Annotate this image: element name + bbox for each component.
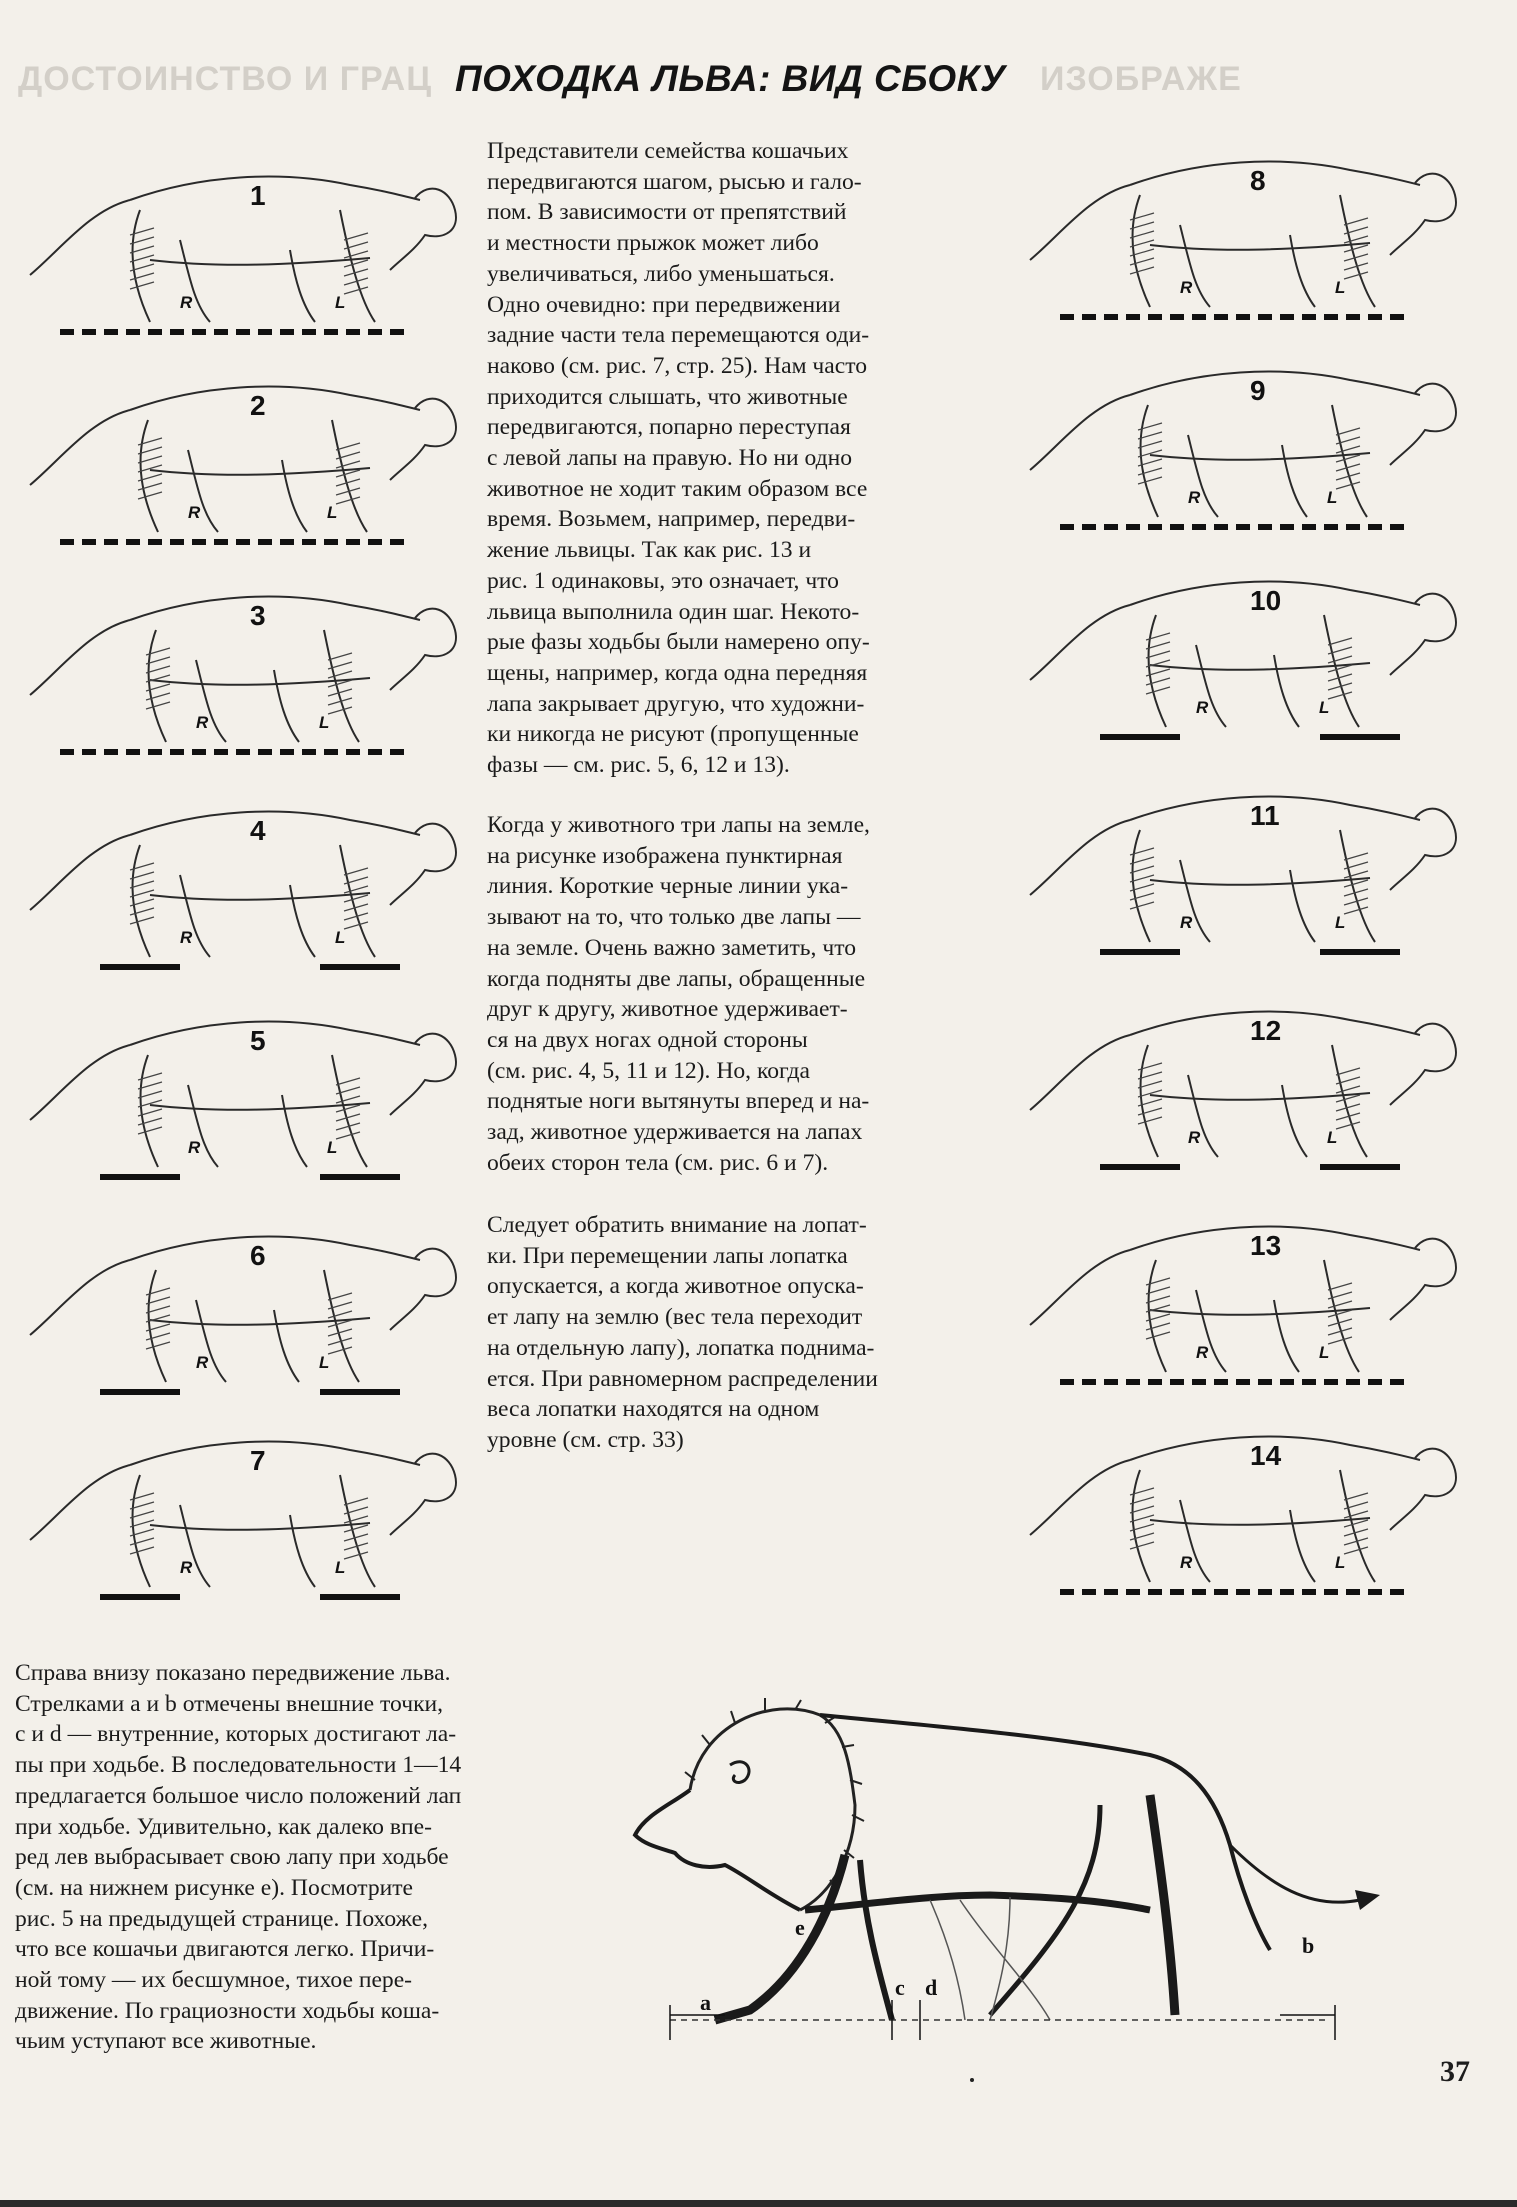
- text-line: ной тому — их бесшумное, тихое пере-: [15, 1967, 413, 1994]
- tail: [30, 200, 130, 275]
- paw-right-label: R: [1188, 488, 1201, 507]
- walk-phase-figure-8: [1020, 125, 1460, 330]
- text-line: Представители семейства кошачьих: [487, 138, 849, 164]
- paw-right-label: R: [180, 928, 193, 947]
- head: [390, 1034, 456, 1115]
- text-line: пы при ходьбе. В последовательности 1—14: [15, 1752, 462, 1779]
- tail: [30, 1465, 130, 1540]
- text-line: друг к другу, животное удерживает-: [487, 996, 848, 1023]
- head: [1390, 1239, 1456, 1320]
- text-line: рис. 1 одинаковы, это означает, что: [487, 567, 839, 594]
- paw-left-label: L: [1327, 488, 1338, 507]
- front-leg-left: [282, 460, 307, 532]
- paw-left-label: L: [1335, 1553, 1346, 1572]
- paw-left-label: L: [335, 928, 346, 947]
- text-line: когда подняты две лапы, обращенные: [487, 965, 866, 992]
- figure-number: 7: [250, 1445, 266, 1476]
- paw-left-label: L: [335, 1558, 346, 1577]
- text-line: предлагается большое число положений лап: [15, 1782, 462, 1809]
- belly: [150, 468, 370, 475]
- label-d: d: [925, 1975, 938, 2000]
- label-e: e: [795, 1915, 805, 1940]
- text-line: (см. на нижнем рисунке e). Посмотрите: [15, 1874, 414, 1901]
- text-line: Одно очевидно: при передвижении: [487, 291, 841, 318]
- text-line: c и d — внутренние, которых достигают ла-: [15, 1721, 457, 1748]
- back: [130, 1442, 420, 1465]
- lion-tail: [1230, 1845, 1360, 1902]
- lion-head: [635, 1790, 800, 1910]
- text-line: увеличиваться, либо уменьшаться.: [487, 260, 835, 287]
- text-line: передвигаются шагом, рысью и гало-: [487, 168, 862, 195]
- label-a: a: [700, 1990, 711, 2015]
- front-leg-left: [290, 1515, 315, 1587]
- front-leg-left: [1274, 1300, 1299, 1372]
- belly: [150, 1523, 370, 1530]
- walk-phase-figure-4: [20, 775, 460, 980]
- text-line: животное не ходит таким образом все: [487, 475, 868, 502]
- paw-right-label: R: [196, 1353, 209, 1372]
- paw-left-label: L: [1319, 698, 1330, 717]
- text-line: Справа внизу показано передвижение льва.: [15, 1660, 451, 1686]
- figure-number: 9: [1250, 375, 1266, 406]
- belly: [150, 258, 370, 265]
- figure-number: 8: [1250, 165, 1266, 196]
- text-line: Когда у животного три лапы на земле,: [487, 812, 870, 838]
- head: [1390, 809, 1456, 890]
- paw-right-label: R: [180, 1558, 193, 1577]
- figure-number: 12: [1250, 1015, 1282, 1046]
- page-title: ПОХОДКА ЛЬВА: ВИД СБОКУ: [455, 58, 1006, 99]
- paragraph-dotted-lines: [487, 810, 870, 1178]
- back: [1130, 372, 1420, 395]
- paw-left-label: L: [319, 713, 330, 732]
- text-line: ся на двух ногах одной стороны: [487, 1026, 808, 1053]
- head: [390, 1454, 456, 1535]
- tail: [1030, 1035, 1130, 1110]
- text-line: зад, животное удерживается на лапах: [487, 1119, 863, 1146]
- walk-phase-figure-14: [1020, 1400, 1460, 1605]
- paw-right-label: R: [196, 713, 209, 732]
- walk-phase-figure-11: [1020, 760, 1460, 965]
- text-line: ред лев выбрасывает свою лапу при ходьбе: [15, 1844, 449, 1871]
- text-line: ки никогда не рисуют (пропущенные: [487, 721, 859, 748]
- text-line: уровне (см. стр. 33): [487, 1426, 684, 1453]
- belly: [1150, 1093, 1370, 1100]
- paw-left-label: L: [1335, 913, 1346, 932]
- back: [1130, 162, 1420, 185]
- front-leg-left: [274, 1310, 299, 1382]
- figure-number: 4: [250, 815, 266, 846]
- tail: [30, 1045, 130, 1120]
- text-line: с левой лапы на правую. Но ни одно: [487, 445, 853, 472]
- back: [130, 387, 420, 410]
- back: [130, 597, 420, 620]
- text-line: приходится слышать, что животные: [487, 383, 848, 410]
- paw-right-label: R: [180, 293, 193, 312]
- tail: [30, 1260, 130, 1335]
- paw-left-label: L: [319, 1353, 330, 1372]
- figure-number: 3: [250, 600, 266, 631]
- belly: [1150, 1518, 1370, 1525]
- lion-back: [820, 1715, 1270, 1950]
- head: [390, 824, 456, 905]
- paw-right-label: R: [1196, 698, 1209, 717]
- walk-phase-figure-10: [1020, 545, 1460, 750]
- text-line: ется. При равномерном распределении: [487, 1365, 878, 1392]
- text-line: что все кошачьи двигаются легко. Причи-: [15, 1936, 435, 1963]
- tail: [1030, 605, 1130, 680]
- show-through-heading-left: ДОСТОИНСТВО И ГРАЦ: [18, 60, 433, 98]
- paw-right-label: R: [1180, 913, 1193, 932]
- text-line: веса лопатки находятся на одном: [487, 1396, 820, 1423]
- text-line: Стрелками a и b отмечены внешние точки,: [15, 1690, 444, 1717]
- back: [130, 812, 420, 835]
- text-line: пом. В зависимости от препятствий: [487, 199, 847, 226]
- paw-right-label: R: [1180, 1553, 1193, 1572]
- tail: [1030, 1250, 1130, 1325]
- lion-front-leg: [715, 1855, 845, 2020]
- label-b: b: [1302, 1933, 1315, 1958]
- text-line: зывают на то, что только две лапы —: [487, 904, 861, 931]
- front-leg-left: [290, 250, 315, 322]
- label-c: c: [895, 1975, 905, 2000]
- walk-phase-figure-12: [1020, 975, 1460, 1180]
- head: [390, 1249, 456, 1330]
- figure-number: 2: [250, 390, 266, 421]
- front-leg-left: [1290, 1510, 1315, 1582]
- paragraph-lion-walk: [15, 1658, 461, 2057]
- head: [390, 609, 456, 690]
- figure-number: 6: [250, 1240, 266, 1271]
- text-line: опускается, а когда животное опуска-: [487, 1273, 864, 1300]
- text-line: время. Возьмем, например, передви-: [487, 506, 856, 533]
- text-line: поднятые ноги вытянуты вперед и на-: [487, 1088, 870, 1115]
- belly: [150, 893, 370, 900]
- head: [1390, 384, 1456, 465]
- figure-number: 14: [1250, 1440, 1282, 1471]
- lion-belly: [805, 1895, 1150, 1910]
- paw-right-label: R: [188, 503, 201, 522]
- tail: [1030, 395, 1130, 470]
- text-line: жение львицы. Так как рис. 13 и: [487, 537, 812, 564]
- paw-right-label: R: [1180, 278, 1193, 297]
- back: [130, 1022, 420, 1045]
- tail: [30, 835, 130, 910]
- paw-right-label: R: [1188, 1128, 1201, 1147]
- belly: [1150, 243, 1370, 250]
- walk-phase-figure-5: [20, 985, 460, 1190]
- front-leg-left: [1282, 445, 1307, 517]
- paw-left-label: L: [1319, 1343, 1330, 1362]
- paw-left-label: L: [1335, 278, 1346, 297]
- text-line: лапа закрывает другую, что художни-: [487, 690, 865, 717]
- head: [1390, 594, 1456, 675]
- figure-number: 10: [1250, 585, 1282, 616]
- lion-walk-illustration: [630, 1685, 1390, 2055]
- lion-hind-leg: [1150, 1795, 1175, 2015]
- text-line: линия. Короткие черные линии ука-: [487, 873, 849, 900]
- tail: [1030, 820, 1130, 895]
- front-leg-left: [290, 885, 315, 957]
- paw-left-label: L: [1327, 1128, 1338, 1147]
- back: [130, 177, 420, 200]
- text-line: чьим уступают все животные.: [15, 2028, 317, 2055]
- figure-number: 13: [1250, 1230, 1282, 1261]
- tail: [1030, 185, 1130, 260]
- walk-phase-figure-3: [20, 560, 460, 765]
- belly: [1150, 878, 1370, 885]
- front-leg-left: [282, 1095, 307, 1167]
- scan-bottom-edge: [0, 2200, 1517, 2207]
- text-line: задние части тела перемещаются оди-: [487, 322, 870, 349]
- front-leg-left: [1290, 235, 1315, 307]
- text-line: передвигаются, попарно переступая: [487, 414, 851, 441]
- tail: [1030, 1460, 1130, 1535]
- figure-number: 11: [1250, 800, 1280, 831]
- text-line: при ходьбе. Удивительно, как далеко впе-: [15, 1813, 432, 1840]
- head: [1390, 1449, 1456, 1530]
- back: [130, 1237, 420, 1260]
- text-line: львица выполнила один шаг. Некото-: [487, 598, 860, 625]
- tail: [30, 410, 130, 485]
- paragraph-shoulder-blades: [487, 1210, 878, 1456]
- head: [1390, 1024, 1456, 1105]
- tail: [30, 620, 130, 695]
- show-through-heading-right: ИЗОБРАЖЕ: [1040, 60, 1242, 98]
- text-line: обеих сторон тела (см. рис. 6 и 7).: [487, 1149, 829, 1176]
- text-line: щены, например, когда одна передняя: [487, 659, 868, 686]
- text-line: наково (см. рис. 7, стр. 25). Нам часто: [487, 352, 868, 379]
- paw-left-label: L: [327, 1138, 338, 1157]
- page-number: 37: [1440, 2055, 1470, 2088]
- text-line: ки. При перемещении лапы лопатка: [487, 1242, 848, 1269]
- text-line: на отдельную лапу), лопатка поднима-: [487, 1334, 875, 1361]
- front-leg-left: [1282, 1085, 1307, 1157]
- text-line: и местности прыжок может либо: [487, 230, 819, 257]
- text-line: (см. рис. 4, 5, 11 и 12). Но, когда: [487, 1057, 810, 1084]
- text-line: рис. 5 на предыдущей странице. Похоже,: [15, 1905, 428, 1932]
- walk-phase-figure-13: [1020, 1190, 1460, 1395]
- text-line: на рисунке изображена пунктирная: [487, 842, 843, 869]
- text-line: Следует обратить внимание на лопат-: [487, 1212, 867, 1238]
- text-line: фазы — см. рис. 5, 6, 12 и 13).: [487, 752, 790, 779]
- front-leg-left: [1290, 870, 1315, 942]
- figure-number: 5: [250, 1025, 266, 1056]
- figure-number: 1: [250, 180, 266, 211]
- text-line: ет лапу на землю (вес тела переходит: [487, 1304, 863, 1331]
- walk-phase-figure-1: [20, 140, 460, 345]
- paw-left-label: L: [335, 293, 346, 312]
- front-leg-left: [1274, 655, 1299, 727]
- front-leg-left: [274, 670, 299, 742]
- head: [390, 189, 456, 270]
- walk-phase-figure-6: [20, 1200, 460, 1405]
- text-line: движение. По грациозности ходьбы коша-: [15, 1997, 440, 2024]
- head: [1390, 174, 1456, 255]
- dot-mark: [970, 2078, 974, 2082]
- text-line: на земле. Очень важно заметить, что: [487, 934, 857, 961]
- text-line: рые фазы ходьбы были намерено опу-: [487, 629, 870, 656]
- paw-right-label: R: [1196, 1343, 1209, 1362]
- walk-phase-figure-2: [20, 350, 460, 555]
- paragraph-gaits: [487, 136, 870, 781]
- walk-phase-figure-7: [20, 1405, 460, 1610]
- belly: [150, 1103, 370, 1110]
- paw-right-label: R: [188, 1138, 201, 1157]
- head: [390, 399, 456, 480]
- belly: [1150, 453, 1370, 460]
- paw-left-label: L: [327, 503, 338, 522]
- walk-phase-figure-9: [1020, 335, 1460, 540]
